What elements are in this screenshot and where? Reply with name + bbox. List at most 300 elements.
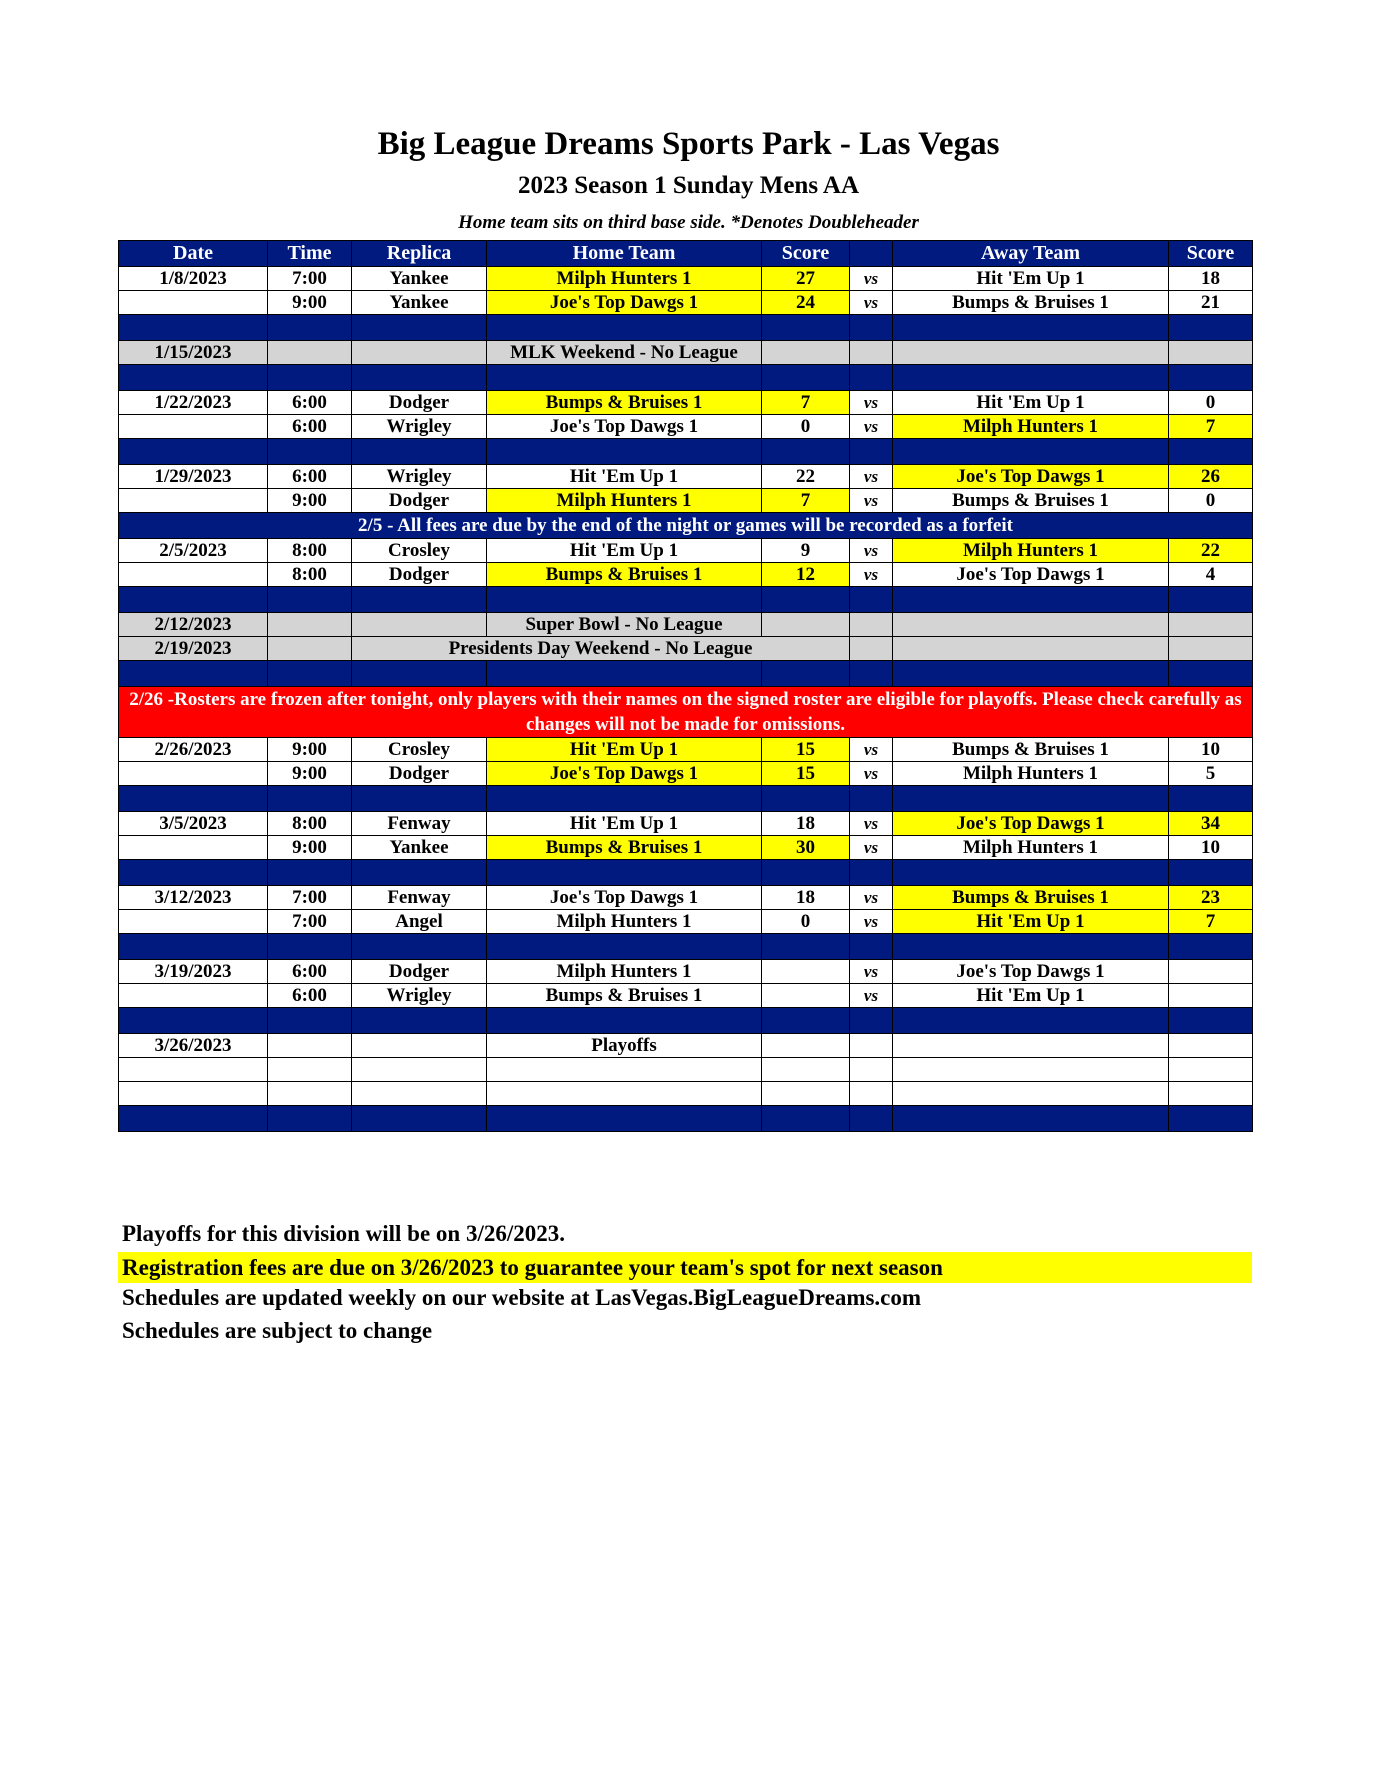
empty-cell: [1169, 1082, 1253, 1106]
game-date: [119, 762, 268, 786]
empty-row: [119, 1082, 1253, 1106]
empty-cell: [762, 341, 850, 365]
away-team: Joe's Top Dawgs 1: [893, 465, 1169, 489]
separator-row: [119, 315, 1253, 341]
separator-cell: [893, 587, 1169, 613]
no-league-row: [119, 613, 1253, 637]
vs-label: vs: [850, 267, 893, 291]
separator-cell: [268, 1106, 352, 1132]
separator-cell: [119, 1106, 268, 1132]
away-team: Bumps & Bruises 1: [893, 291, 1169, 315]
separator-cell: [893, 786, 1169, 812]
separator-cell: [1169, 1106, 1253, 1132]
game-time: 9:00: [268, 762, 352, 786]
game-row: [119, 960, 1253, 984]
away-score: 5: [1169, 762, 1253, 786]
separator-cell: [268, 439, 352, 465]
game-row: [119, 465, 1253, 489]
game-time: [268, 1034, 352, 1058]
separator-cell: [850, 1008, 893, 1034]
game-date: [119, 836, 268, 860]
vs-label: vs: [850, 415, 893, 439]
separator-cell: [268, 934, 352, 960]
separator-cell: [352, 439, 487, 465]
home-team: Playoffs: [487, 1034, 762, 1058]
game-time: 8:00: [268, 812, 352, 836]
away-score: 0: [1169, 489, 1253, 513]
field-name: [352, 1034, 487, 1058]
empty-cell: [487, 1058, 762, 1082]
game-row: [119, 267, 1253, 291]
empty-cell: [850, 341, 893, 365]
away-team: Joe's Top Dawgs 1: [893, 960, 1169, 984]
empty-cell: [762, 613, 850, 637]
vs-label: vs: [850, 960, 893, 984]
empty-cell: [850, 1058, 893, 1082]
separator-cell: [352, 661, 487, 687]
page-subtitle: 2023 Season 1 Sunday Mens AA: [517, 172, 860, 199]
field-name: Fenway: [352, 812, 487, 836]
home-team: Milph Hunters 1: [487, 267, 762, 291]
separator-cell: [119, 365, 268, 391]
separator-cell: [762, 934, 850, 960]
separator-row: [119, 786, 1253, 812]
away-team: Milph Hunters 1: [893, 836, 1169, 860]
away-team: Bumps & Bruises 1: [893, 489, 1169, 513]
empty-cell: [1169, 637, 1253, 661]
separator-row: [119, 934, 1253, 960]
separator-cell: [487, 860, 762, 886]
column-header: Time: [268, 241, 352, 267]
separator-cell: [352, 1008, 487, 1034]
page-title: Big League Dreams Sports Park - Las Vegas: [377, 126, 1000, 162]
home-score: 18: [762, 812, 850, 836]
separator-cell: [487, 315, 762, 341]
separator-cell: [119, 860, 268, 886]
empty-cell: [268, 1082, 352, 1106]
game-row: [119, 415, 1253, 439]
schedule-note: Home team sits on third base side. *Denotes Doubleheader: [458, 212, 919, 233]
empty-cell: [762, 1082, 850, 1106]
game-row: [119, 886, 1253, 910]
away-team: Hit 'Em Up 1: [893, 984, 1169, 1008]
separator-cell: [268, 587, 352, 613]
separator-row: [119, 587, 1253, 613]
separator-cell: [119, 661, 268, 687]
separator-cell: [762, 860, 850, 886]
home-score: 30: [762, 836, 850, 860]
away-score: 23: [1169, 886, 1253, 910]
separator-cell: [352, 934, 487, 960]
away-score: 7: [1169, 910, 1253, 934]
home-team: Hit 'Em Up 1: [487, 539, 762, 563]
home-score: 18: [762, 886, 850, 910]
separator-cell: [268, 365, 352, 391]
game-time: 6:00: [268, 465, 352, 489]
game-time: 9:00: [268, 836, 352, 860]
column-header: Score: [1169, 241, 1253, 267]
empty-cell: [352, 341, 487, 365]
column-header: [850, 241, 893, 267]
separator-cell: [762, 365, 850, 391]
change-note: Schedules are subject to change: [122, 1318, 433, 1343]
field-name: Crosley: [352, 738, 487, 762]
separator-cell: [268, 661, 352, 687]
game-row: [119, 489, 1253, 513]
game-date: [119, 563, 268, 587]
away-score: 4: [1169, 563, 1253, 587]
home-team: Joe's Top Dawgs 1: [487, 762, 762, 786]
game-time: 9:00: [268, 489, 352, 513]
field-name: Dodger: [352, 960, 487, 984]
away-score: 18: [1169, 267, 1253, 291]
empty-cell: [119, 1058, 268, 1082]
home-score: 7: [762, 489, 850, 513]
game-date: [119, 910, 268, 934]
away-team: Hit 'Em Up 1: [893, 267, 1169, 291]
vs-label: vs: [850, 489, 893, 513]
empty-cell: [1169, 613, 1253, 637]
game-time: 7:00: [268, 886, 352, 910]
empty-cell: [268, 637, 352, 661]
empty-cell: [850, 1082, 893, 1106]
empty-cell: [487, 1082, 762, 1106]
home-team: Milph Hunters 1: [487, 910, 762, 934]
game-row: [119, 539, 1253, 563]
separator-cell: [893, 661, 1169, 687]
separator-cell: [487, 587, 762, 613]
field-name: Dodger: [352, 391, 487, 415]
game-time: 6:00: [268, 984, 352, 1008]
home-team: Joe's Top Dawgs 1: [487, 415, 762, 439]
empty-cell: [268, 1058, 352, 1082]
separator-cell: [352, 1106, 487, 1132]
empty-cell: [893, 1058, 1169, 1082]
home-team: Bumps & Bruises 1: [487, 984, 762, 1008]
empty-cell: [352, 1082, 487, 1106]
game-row: [119, 738, 1253, 762]
empty-cell: [1169, 341, 1253, 365]
game-date: 2/12/2023: [119, 613, 268, 637]
empty-cell: [893, 613, 1169, 637]
home-score: 7: [762, 391, 850, 415]
vs-label: vs: [850, 391, 893, 415]
fee-notice: 2/5 - All fees are due by the end of the night or games will be recorded as a forfeit: [119, 513, 1253, 539]
roster-alert: 2/26 -Rosters are frozen after tonight, only players with their names on the signed roster are eligible for playoffs. Please check carefully as changes will not be made for omissions.: [119, 687, 1253, 738]
separator-cell: [1169, 934, 1253, 960]
home-team: Hit 'Em Up 1: [487, 738, 762, 762]
game-time: 8:00: [268, 563, 352, 587]
separator-row: [119, 860, 1253, 886]
game-time: 8:00: [268, 539, 352, 563]
field-name: Fenway: [352, 886, 487, 910]
separator-cell: [850, 587, 893, 613]
column-header: Home Team: [487, 241, 762, 267]
website-note: Schedules are updated weekly on our website at LasVegas.BigLeagueDreams.com: [122, 1285, 922, 1310]
separator-row: [119, 1106, 1253, 1132]
game-date: 1/15/2023: [119, 341, 268, 365]
separator-cell: [850, 786, 893, 812]
away-team: Hit 'Em Up 1: [893, 910, 1169, 934]
home-team: Joe's Top Dawgs 1: [487, 291, 762, 315]
away-team: Milph Hunters 1: [893, 762, 1169, 786]
empty-cell: [1169, 1058, 1253, 1082]
empty-row: [119, 1058, 1253, 1082]
game-date: 1/22/2023: [119, 391, 268, 415]
game-time: 6:00: [268, 960, 352, 984]
game-time: 6:00: [268, 415, 352, 439]
field-name: Wrigley: [352, 415, 487, 439]
no-league-text: Presidents Day Weekend - No League: [352, 637, 850, 661]
home-team: Hit 'Em Up 1: [487, 812, 762, 836]
game-date: 3/26/2023: [119, 1034, 268, 1058]
separator-cell: [487, 439, 762, 465]
separator-cell: [893, 934, 1169, 960]
separator-row: [119, 661, 1253, 687]
game-date: 2/5/2023: [119, 539, 268, 563]
separator-cell: [1169, 1008, 1253, 1034]
schedule-table: [118, 240, 1252, 1132]
separator-cell: [850, 1106, 893, 1132]
separator-cell: [119, 786, 268, 812]
empty-cell: [268, 341, 352, 365]
separator-cell: [1169, 315, 1253, 341]
separator-cell: [850, 860, 893, 886]
home-score: 12: [762, 563, 850, 587]
away-score: [1169, 960, 1253, 984]
empty-cell: [850, 637, 893, 661]
game-time: 6:00: [268, 391, 352, 415]
separator-cell: [893, 439, 1169, 465]
field-name: Dodger: [352, 563, 487, 587]
separator-cell: [762, 661, 850, 687]
game-date: [119, 291, 268, 315]
field-name: Wrigley: [352, 465, 487, 489]
separator-cell: [268, 786, 352, 812]
fee-notice-row: [119, 513, 1253, 539]
separator-cell: [850, 365, 893, 391]
game-row: [119, 1034, 1253, 1058]
game-date: 1/8/2023: [119, 267, 268, 291]
separator-cell: [893, 365, 1169, 391]
away-team: Joe's Top Dawgs 1: [893, 812, 1169, 836]
separator-cell: [893, 315, 1169, 341]
empty-cell: [893, 1082, 1169, 1106]
away-team: Joe's Top Dawgs 1: [893, 563, 1169, 587]
registration-note: Registration fees are due on 3/26/2023 to guarantee your team's spot for next season: [118, 1252, 1252, 1283]
field-name: Crosley: [352, 539, 487, 563]
vs-label: vs: [850, 539, 893, 563]
vs-label: vs: [850, 563, 893, 587]
away-team: Hit 'Em Up 1: [893, 391, 1169, 415]
separator-cell: [762, 587, 850, 613]
game-row: [119, 910, 1253, 934]
separator-cell: [1169, 365, 1253, 391]
home-score: 15: [762, 738, 850, 762]
separator-cell: [268, 860, 352, 886]
separator-cell: [487, 1106, 762, 1132]
home-team: Bumps & Bruises 1: [487, 563, 762, 587]
game-time: 7:00: [268, 267, 352, 291]
separator-cell: [1169, 661, 1253, 687]
no-league-text: MLK Weekend - No League: [487, 341, 762, 365]
separator-cell: [850, 661, 893, 687]
separator-cell: [487, 661, 762, 687]
vs-label: vs: [850, 886, 893, 910]
vs-label: vs: [850, 291, 893, 315]
game-row: [119, 291, 1253, 315]
home-score: [762, 984, 850, 1008]
separator-cell: [762, 1008, 850, 1034]
separator-cell: [893, 1008, 1169, 1034]
game-date: 2/26/2023: [119, 738, 268, 762]
empty-cell: [352, 1058, 487, 1082]
separator-cell: [352, 315, 487, 341]
home-score: 22: [762, 465, 850, 489]
field-name: Dodger: [352, 762, 487, 786]
separator-cell: [352, 587, 487, 613]
separator-cell: [762, 1106, 850, 1132]
game-time: 7:00: [268, 910, 352, 934]
game-date: [119, 984, 268, 1008]
separator-cell: [762, 786, 850, 812]
separator-cell: [119, 587, 268, 613]
away-score: 10: [1169, 738, 1253, 762]
vs-label: vs: [850, 738, 893, 762]
separator-cell: [119, 315, 268, 341]
game-row: [119, 391, 1253, 415]
game-row: [119, 836, 1253, 860]
separator-cell: [762, 315, 850, 341]
separator-cell: [352, 786, 487, 812]
column-header: Replica: [352, 241, 487, 267]
vs-label: vs: [850, 762, 893, 786]
no-league-row: [119, 341, 1253, 365]
game-row: [119, 563, 1253, 587]
empty-cell: [119, 1082, 268, 1106]
vs-label: vs: [850, 984, 893, 1008]
separator-cell: [119, 1008, 268, 1034]
away-score: 0: [1169, 391, 1253, 415]
field-name: Dodger: [352, 489, 487, 513]
separator-cell: [268, 315, 352, 341]
vs-label: vs: [850, 910, 893, 934]
away-team: [893, 1034, 1169, 1058]
home-score: 15: [762, 762, 850, 786]
home-score: 9: [762, 539, 850, 563]
separator-cell: [119, 934, 268, 960]
separator-cell: [1169, 786, 1253, 812]
home-score: [762, 1034, 850, 1058]
away-team: Bumps & Bruises 1: [893, 886, 1169, 910]
field-name: Angel: [352, 910, 487, 934]
column-header: Score: [762, 241, 850, 267]
table-header-row: [119, 241, 1253, 267]
home-team: Milph Hunters 1: [487, 489, 762, 513]
game-row: [119, 762, 1253, 786]
home-score: [762, 960, 850, 984]
separator-cell: [487, 786, 762, 812]
empty-cell: [893, 341, 1169, 365]
separator-cell: [850, 315, 893, 341]
home-score: 27: [762, 267, 850, 291]
game-date: [119, 415, 268, 439]
separator-cell: [487, 1008, 762, 1034]
separator-row: [119, 1008, 1253, 1034]
home-team: Joe's Top Dawgs 1: [487, 886, 762, 910]
away-score: 7: [1169, 415, 1253, 439]
field-name: Wrigley: [352, 984, 487, 1008]
separator-cell: [1169, 860, 1253, 886]
empty-cell: [762, 1058, 850, 1082]
separator-cell: [352, 860, 487, 886]
separator-row: [119, 439, 1253, 465]
field-name: Yankee: [352, 291, 487, 315]
home-score: 0: [762, 415, 850, 439]
roster-alert-row: [119, 687, 1253, 738]
home-score: 0: [762, 910, 850, 934]
home-team: Bumps & Bruises 1: [487, 391, 762, 415]
home-team: Milph Hunters 1: [487, 960, 762, 984]
game-time: 9:00: [268, 291, 352, 315]
column-header: Away Team: [893, 241, 1169, 267]
field-name: Yankee: [352, 267, 487, 291]
game-time: 9:00: [268, 738, 352, 762]
empty-cell: [893, 637, 1169, 661]
away-score: [1169, 984, 1253, 1008]
game-date: 2/19/2023: [119, 637, 268, 661]
separator-cell: [893, 860, 1169, 886]
away-team: Milph Hunters 1: [893, 415, 1169, 439]
game-date: 3/5/2023: [119, 812, 268, 836]
empty-cell: [268, 613, 352, 637]
separator-cell: [1169, 439, 1253, 465]
separator-cell: [352, 365, 487, 391]
column-header: Date: [119, 241, 268, 267]
separator-row: [119, 365, 1253, 391]
vs-label: [850, 1034, 893, 1058]
away-team: Milph Hunters 1: [893, 539, 1169, 563]
away-score: 34: [1169, 812, 1253, 836]
separator-cell: [268, 1008, 352, 1034]
separator-cell: [487, 934, 762, 960]
empty-cell: [850, 613, 893, 637]
away-score: 22: [1169, 539, 1253, 563]
no-league-row: [119, 637, 1253, 661]
vs-label: vs: [850, 836, 893, 860]
game-row: [119, 984, 1253, 1008]
separator-cell: [487, 365, 762, 391]
separator-cell: [119, 439, 268, 465]
empty-cell: [352, 613, 487, 637]
field-name: Yankee: [352, 836, 487, 860]
separator-cell: [762, 439, 850, 465]
away-score: 26: [1169, 465, 1253, 489]
home-team: Hit 'Em Up 1: [487, 465, 762, 489]
separator-cell: [893, 1106, 1169, 1132]
away-score: 21: [1169, 291, 1253, 315]
away-score: [1169, 1034, 1253, 1058]
game-date: [119, 489, 268, 513]
game-date: 1/29/2023: [119, 465, 268, 489]
vs-label: vs: [850, 812, 893, 836]
separator-cell: [1169, 587, 1253, 613]
separator-cell: [850, 439, 893, 465]
separator-cell: [850, 934, 893, 960]
away-team: Bumps & Bruises 1: [893, 738, 1169, 762]
home-team: Bumps & Bruises 1: [487, 836, 762, 860]
playoffs-note: Playoffs for this division will be on 3/26/2023.: [122, 1221, 566, 1246]
